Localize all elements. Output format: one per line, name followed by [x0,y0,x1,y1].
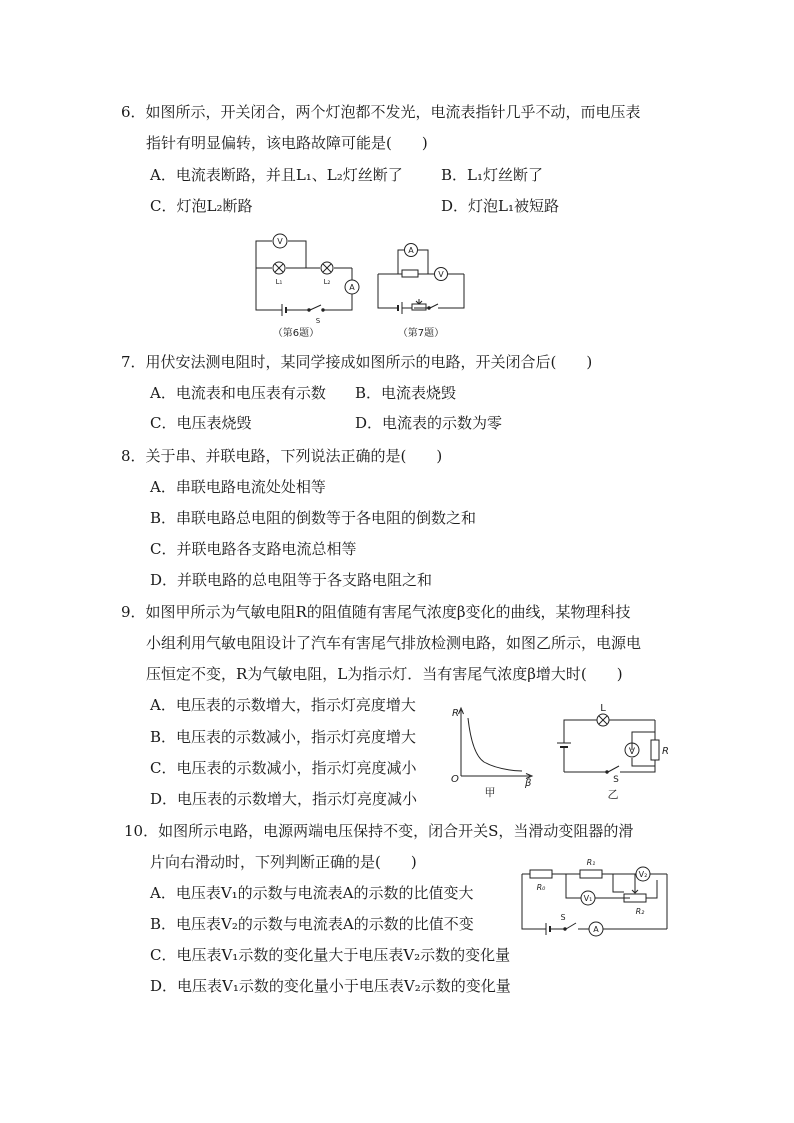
fig10-ammeter-label: A [593,925,599,934]
figure-q6-circuit [248,232,368,342]
q8-stem-line-1: 8．关于串、并联电路，下列说法正确的是( ) [121,447,443,465]
q10-option-b: B．电压表V₂的示数与电流表A的示数的比值不变 [150,915,474,933]
q10-stem-line-1: 10．如图所示电路，电源两端电压保持不变，闭合开关S，当滑动变阻器的滑 [124,822,634,840]
fig10-r0-label: R₀ [536,883,546,892]
q10-option-c: C．电压表V₁示数的变化量大于电压表V₂示数的变化量 [150,946,511,964]
fig10-r2-label: R₂ [635,907,645,916]
fig9-axis-r-label: R [452,708,459,719]
fig6-voltmeter-label: V [277,237,283,246]
q7-stem-line-1: 7．用伏安法测电阻时，某同学接成如图所示的电路，开关闭合后( ) [121,353,593,371]
q10-option-a: A．电压表V₁的示数与电流表A的示数的比值变大 [150,884,474,902]
q8-option-a: A．串联电路电流处处相等 [150,478,326,496]
figure-q10-circuit [512,852,676,944]
figure-q9-circuit [552,700,672,804]
fig9-resistor-label: R [662,746,669,757]
q9-option-d: D．电压表的示数增大，指示灯亮度减小 [150,790,418,808]
figure-q9-graph [444,702,544,802]
q6-option-c: C．灯泡L₂断路 [150,197,253,215]
fig7-voltmeter-label: V [438,270,444,279]
fig10-v2-label: V₂ [638,870,648,879]
fig10-r1-label: R₁ [586,858,596,867]
fig6-switch-label: S [315,317,321,325]
fig7-ammeter-label: A [408,246,414,255]
q6-option-b: B．L₁灯丝断了 [441,166,543,184]
fig6-lamp1-label: L₁ [275,278,283,286]
fig10-switch-label: S [560,913,566,922]
q8-option-d: D．并联电路的总电阻等于各支路电阻之和 [150,571,433,589]
figure-q7-circuit [372,243,472,343]
q7-option-a: A．电流表和电压表有示数 [150,384,326,402]
fig6-ammeter-label: A [349,283,355,292]
fig9-left-caption: 甲 [484,786,496,799]
fig10-v1-label: V₁ [583,894,593,903]
fig9-switch-label: S [613,775,619,785]
q7-option-b: B．电流表烧毁 [355,384,457,402]
q9-stem-line-2: 小组利用气敏电阻设计了汽车有害尾气排放检测电路，如图乙所示，电源电 [146,634,642,652]
fig6-lamp2-label: L₂ [323,278,331,286]
q8-option-b: B．串联电路总电阻的倒数等于各电阻的倒数之和 [150,509,477,527]
q8-option-c: C．并联电路各支路电流总相等 [150,540,357,558]
fig6-caption: （第6题） [272,328,320,339]
q6-option-d: D．灯泡L₁被短路 [441,197,560,215]
fig9-axis-beta-label: β [525,778,532,789]
q10-option-d: D．电压表V₁示数的变化量小于电压表V₂示数的变化量 [150,977,511,995]
fig7-caption: （第7题） [397,328,445,339]
fig9-right-caption: 乙 [607,788,619,801]
q7-option-d: D．电流表的示数为零 [355,414,503,432]
fig9-lamp-label: L [600,703,606,714]
fig9-origin-label: O [451,774,459,785]
q7-option-c: C．电压表烧毁 [150,414,252,432]
q9-stem-line-1: 9．如图甲所示为气敏电阻R的阻值随有害尾气浓度β变化的曲线，某物理科技 [121,603,631,621]
q9-option-c: C．电压表的示数减小，指示灯亮度减小 [150,759,417,777]
q9-stem-line-3: 压恒定不变，R为气敏电阻，L为指示灯．当有害尾气浓度β增大时( ) [146,665,623,683]
fig9-voltmeter-label: V [628,747,636,757]
q6-stem-line-2: 指针有明显偏转，该电路故障可能是( ) [146,134,428,152]
q10-stem-line-2: 片向右滑动时，下列判断正确的是( ) [150,853,417,871]
q6-stem-line-1: 6．如图所示，开关闭合，两个灯泡都不发光，电流表指针几乎不动，而电压表 [121,103,641,121]
q6-option-a: A．电流表断路，并且L₁、L₂灯丝断了 [150,166,403,184]
q9-option-a: A．电压表的示数增大，指示灯亮度增大 [150,696,416,714]
q9-option-b: B．电压表的示数减小，指示灯亮度增大 [150,728,417,746]
